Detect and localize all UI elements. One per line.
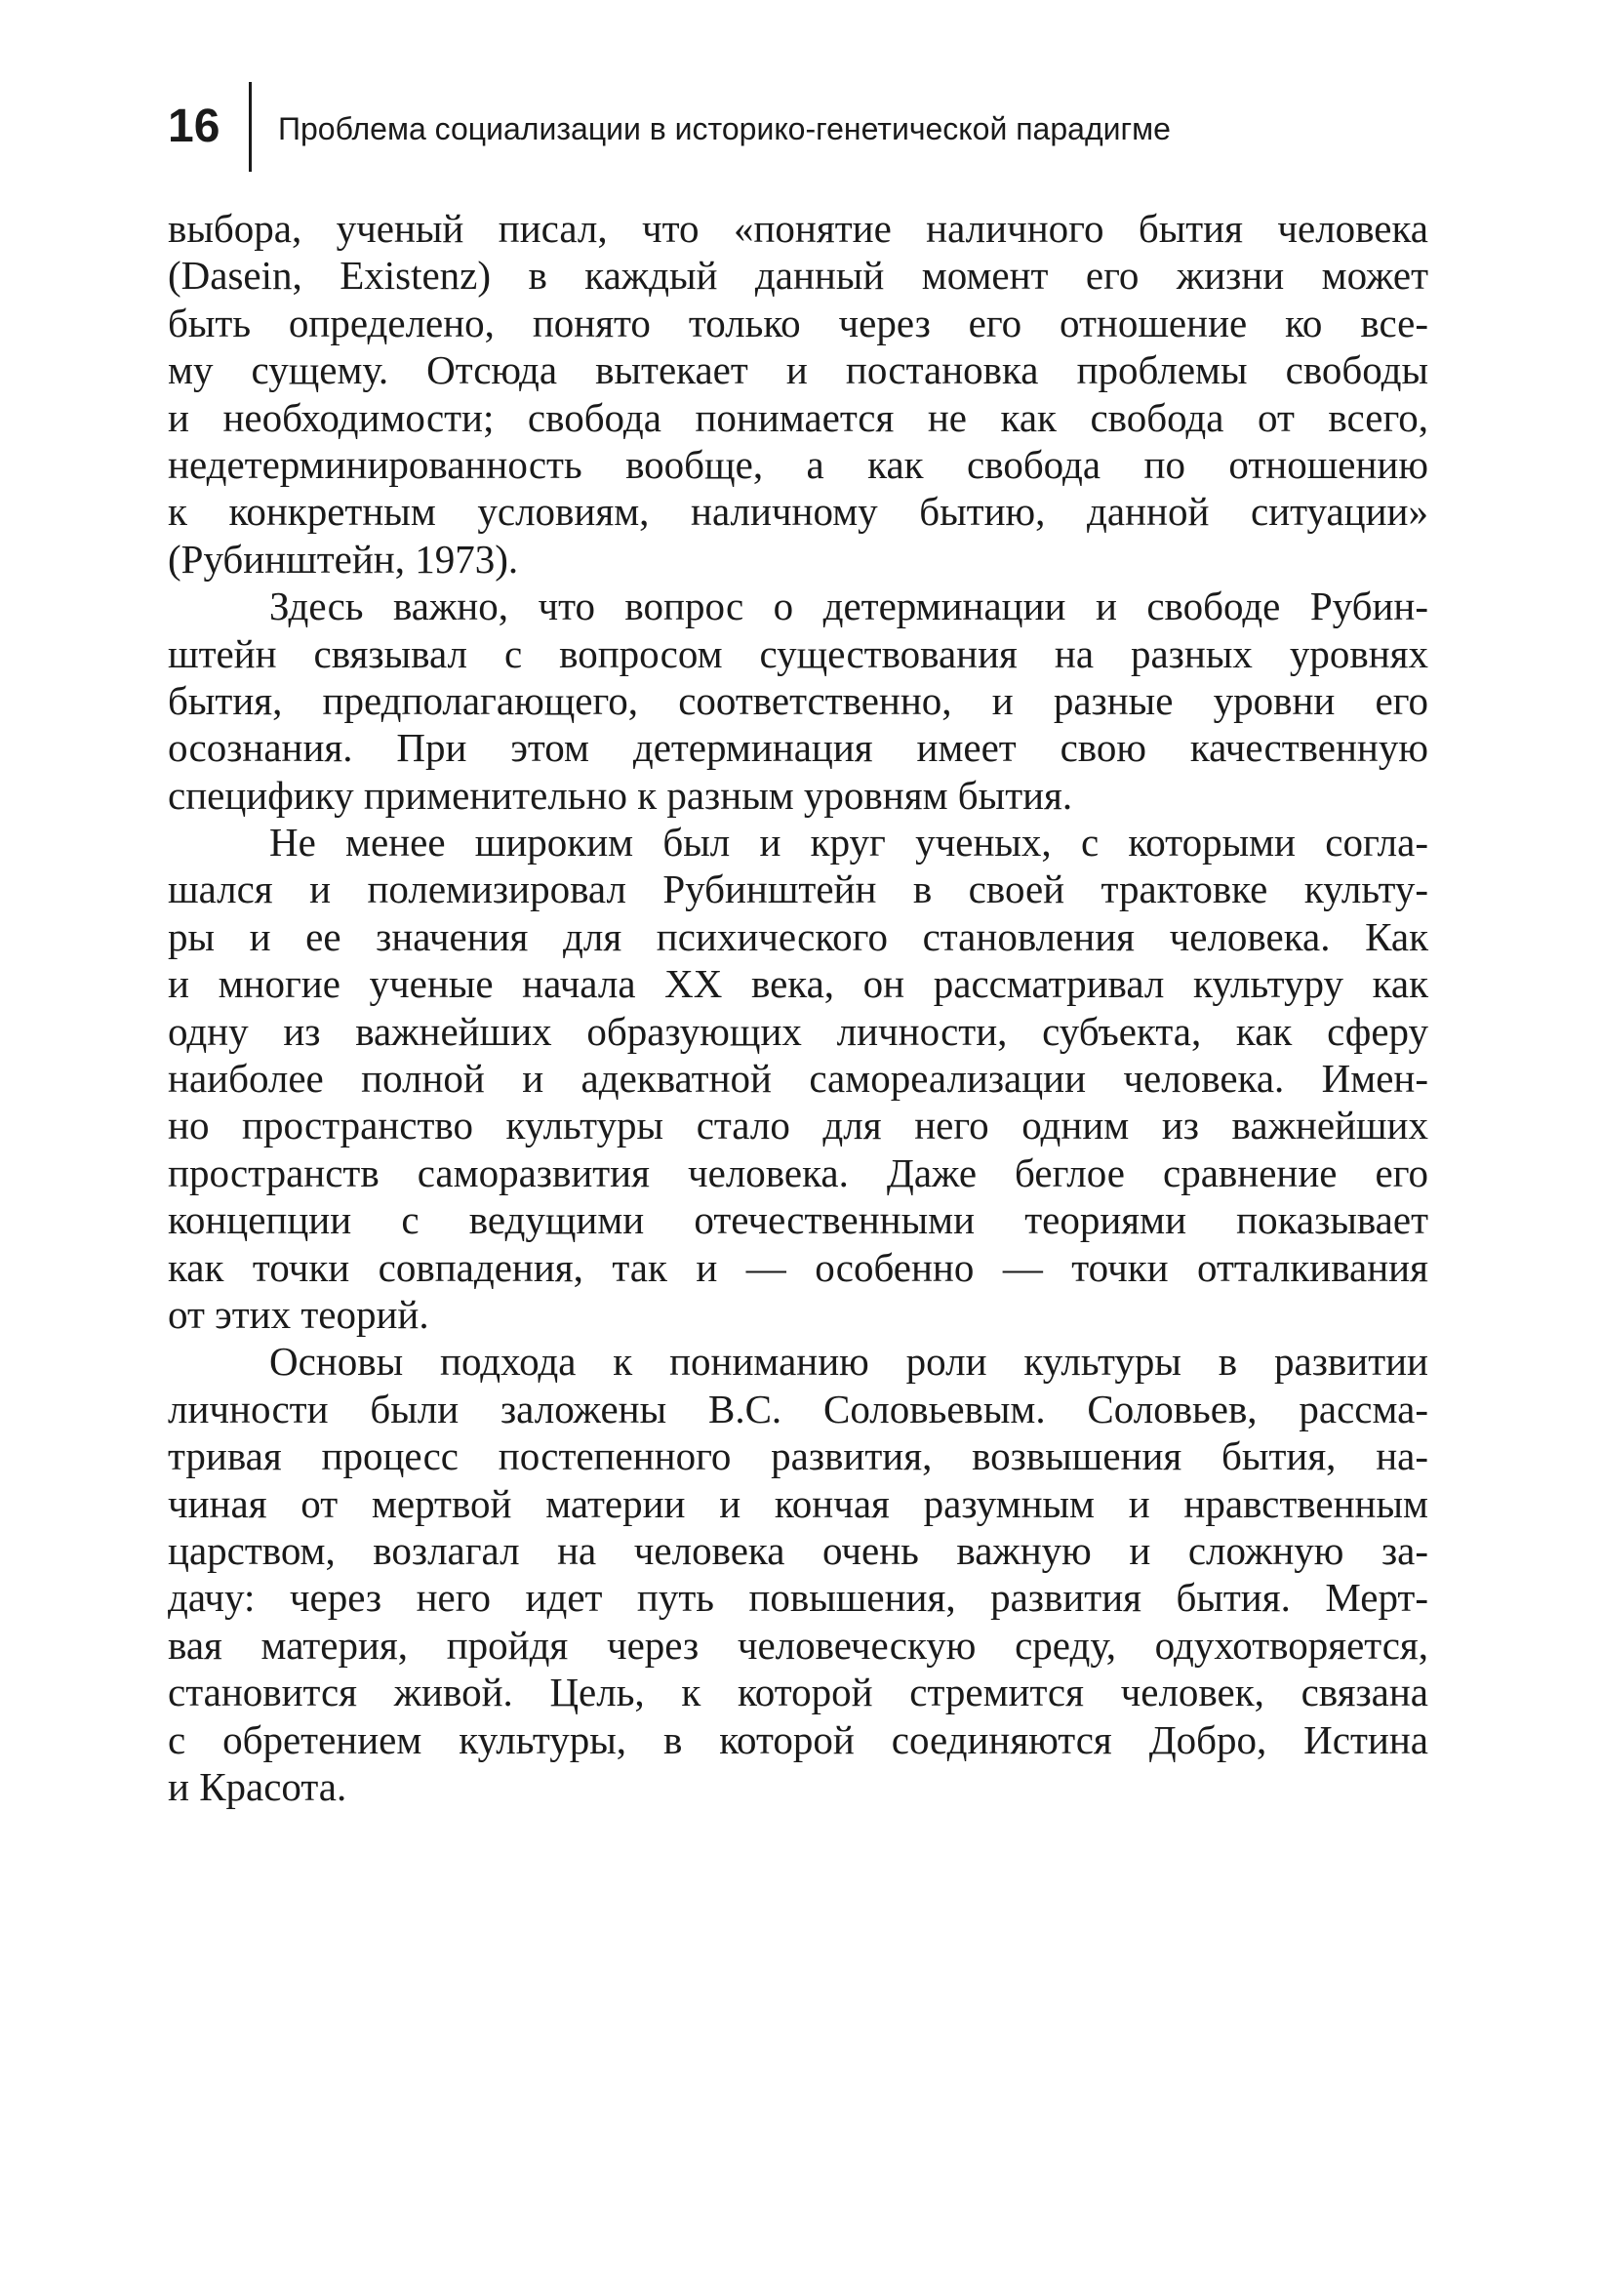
text-line: личности были заложены В.С. Соловьевым. Соловьев, рассма- <box>168 1386 1428 1431</box>
text-line: с обретением культуры, в которой соединяются Добро, Истина <box>168 1716 1428 1762</box>
text-line: от этих теорий. <box>168 1291 429 1337</box>
header-divider <box>249 82 252 172</box>
text-line: как точки совпадения, так и — особенно — точки отталкивания <box>168 1244 1428 1290</box>
text-line: выбора, ученый писал, что «понятие наличного бытия человека <box>168 206 1428 251</box>
text-line: наиболее полной и адекватной самореализации человека. Имен- <box>168 1056 1428 1102</box>
body-text <box>168 205 1428 1810</box>
text-line: вая материя, пройдя через человеческую среду, одухотворяется, <box>168 1622 1428 1668</box>
text-line: ры и ее значения для психического становления человека. Как <box>168 913 1428 959</box>
text-line: и Красота. <box>168 1763 347 1809</box>
text-line: дачу: через него идет путь повышения, развития бытия. Мерт- <box>168 1575 1428 1621</box>
text-line: штейн связывал с вопросом существования на разных уровнях <box>168 630 1428 676</box>
text-line: му сущему. Отсюда вытекает и постановка проблемы свободы <box>168 347 1428 393</box>
text-line: Не менее широким был и круг ученых, с которыми согла- <box>269 820 1428 866</box>
text-line: шался и полемизировал Рубинштейн в своей трактовке культу- <box>168 866 1428 912</box>
text-line: (Dasein, Existenz) в каждый данный момент его жизни может <box>168 253 1428 299</box>
text-line: быть определено, понято только через его отношение ко все- <box>168 300 1428 345</box>
text-line: концепции с ведущими отечественными теориями показывает <box>168 1197 1428 1243</box>
text-line: бытия, предполагающего, соответственно, и разные уровни его <box>168 677 1428 723</box>
text-line: одну из важнейших образующих личности, субъекта, как сферу <box>168 1008 1428 1054</box>
text-line: и многие ученые начала XX века, он рассматривал культуру как <box>168 961 1428 1007</box>
text-line: пространств саморазвития человека. Даже беглое сравнение его <box>168 1149 1428 1195</box>
text-line: становится живой. Цель, к которой стремится человек, связана <box>168 1670 1428 1715</box>
text-line: недетерминированность вообще, а как свобода по отношению <box>168 441 1428 487</box>
page-number: 16 <box>168 101 220 152</box>
text-line: (Рубинштейн, 1973). <box>168 536 519 582</box>
text-line: к конкретным условиям, наличному бытию, данной ситуации» <box>168 489 1428 535</box>
text-line: тривая процесс постепенного развития, возвышения бытия, на- <box>168 1433 1428 1479</box>
text-line: Здесь важно, что вопрос о детерминации и свободе Рубин- <box>269 584 1428 629</box>
text-line: Основы подхода к пониманию роли культуры в развитии <box>269 1339 1428 1385</box>
text-line: чиная от мертвой материи и кончая разумным и нравственным <box>168 1480 1428 1526</box>
running-head <box>168 82 1436 172</box>
text-line: и необходимости; свобода понимается не как свобода от всего, <box>168 394 1428 440</box>
text-line: осознания. При этом детерминация имеет свою качественную <box>168 725 1428 771</box>
text-line: специфику применительно к разным уровням бытия. <box>168 772 1073 818</box>
text-line: царством, возлагал на человека очень важную и сложную за- <box>168 1527 1428 1573</box>
text-line: но пространство культуры стало для него одним из важнейших <box>168 1103 1428 1148</box>
running-title: Проблема социализации в историко-генетической парадигме <box>278 111 1171 146</box>
